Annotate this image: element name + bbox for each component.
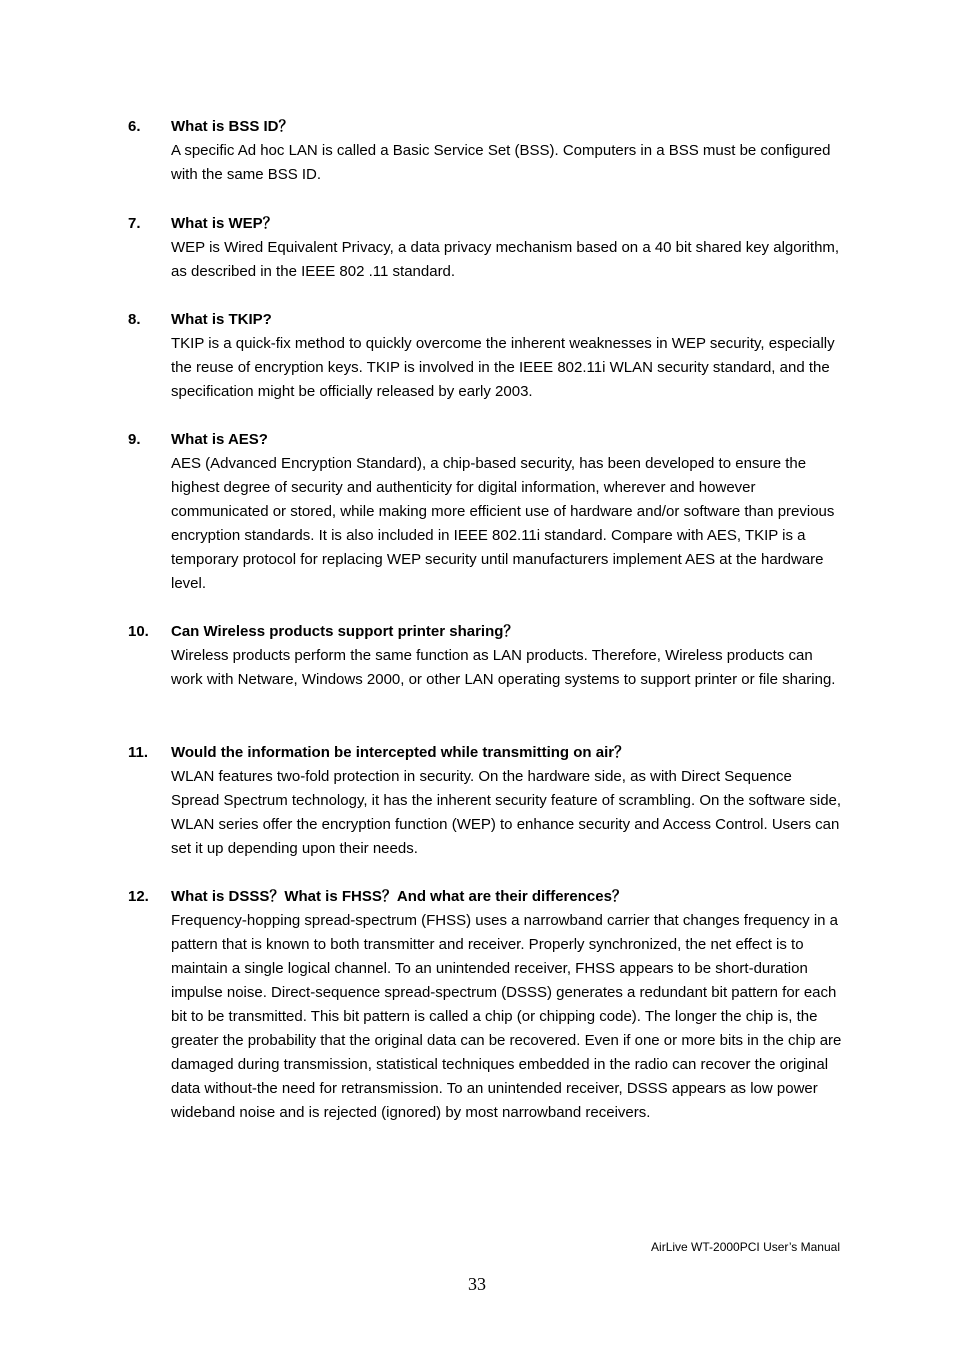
faq-answer: Frequency-hopping spread-spectrum (FHSS) uses a narrowband carrier that changes frequency in a pattern that is known to both transmitter and receiver. Properly synchronized, the net effect is to maintain a single logical channel. To an unintended receiver, FHSS appears to be short-duration impulse noise. Direct-sequence spread-spectrum (DSSS) generates a redundant bit pattern for each bit to be transmitted. This bit pattern is called a chip (or chipping code). The longer the chip is, the greater the probability that the original data can be recovered. Even if one or more bits in the chip are damaged during transmission, statistical techniques embedded in the radio can recover the original data without-the need for retransmission. To an unintended receiver, DSSS appears as low power wideband noise and is rejected (ignored) by most narrowband receivers.	[171, 912, 842, 1121]
page-number: 33	[468, 1274, 486, 1294]
faq-answer: A specific Ad hoc LAN is called a Basic Service Set (BSS). Computers in a BSS must be configured with the same BSS ID.	[171, 142, 831, 183]
faq-question: Would the information be intercepted while transmitting on air？	[171, 744, 630, 761]
faq-answer: WEP is Wired Equivalent Privacy, a data privacy mechanism based on a 40 bit shared key algorithm, as described in the IEEE 802 .11 standard.	[171, 239, 840, 280]
faq-number: 10.	[128, 623, 149, 640]
faq-question: What is TKIP?	[171, 311, 272, 328]
faq-number: 9.	[128, 431, 141, 448]
faq-question: What is AES?	[171, 431, 268, 448]
faq-number: 8.	[128, 311, 141, 328]
faq-question: Can Wireless products support printer sharing？	[171, 623, 519, 640]
faq-number: 6.	[128, 118, 141, 135]
faq-question: What is WEP？	[171, 215, 278, 232]
faq-answer: WLAN features two-fold protection in security. On the hardware side, as with Direct Sequence Spread Spectrum technology, it has the inherent security feature of scrambling. On the software side, WLAN series offer the encryption function (WEP) to enhance security and Access Control. Users can set it up depending upon their needs.	[171, 768, 842, 857]
faq-answer: Wireless products perform the same function as LAN products. Therefore, Wireless products can work with Netware, Windows 2000, or other LAN operating systems to support printer or file sharing.	[171, 647, 836, 688]
faq-number: 7.	[128, 215, 141, 232]
faq-number: 12.	[128, 888, 149, 905]
faq-answer: TKIP is a quick-fix method to quickly overcome the inherent weaknesses in WEP security, especially the reuse of encryption keys. TKIP is involved in the IEEE 802.11i WLAN security standard, and the specification might be officially released by early 2003.	[171, 335, 835, 400]
faq-answer: AES (Advanced Encryption Standard), a chip-based security, has been developed to ensure the highest degree of security and authenticity for digital information, wherever and however communicated or stored, while making more efficient use of hardware and/or software than previous encryption standards. It is also included in IEEE 802.11i standard. Compare with AES, TKIP is a temporary protocol for replacing WEP security until manufacturers implement AES at the hardware level.	[171, 455, 835, 592]
faq-question: What is DSSS？What is FHSS？And what are their differences？	[171, 888, 627, 905]
footer-manual-title: AirLive WT-2000PCI User’s Manual	[651, 1240, 840, 1254]
faq-number: 11.	[128, 744, 149, 761]
faq-question: What is BSS ID？	[171, 118, 294, 135]
